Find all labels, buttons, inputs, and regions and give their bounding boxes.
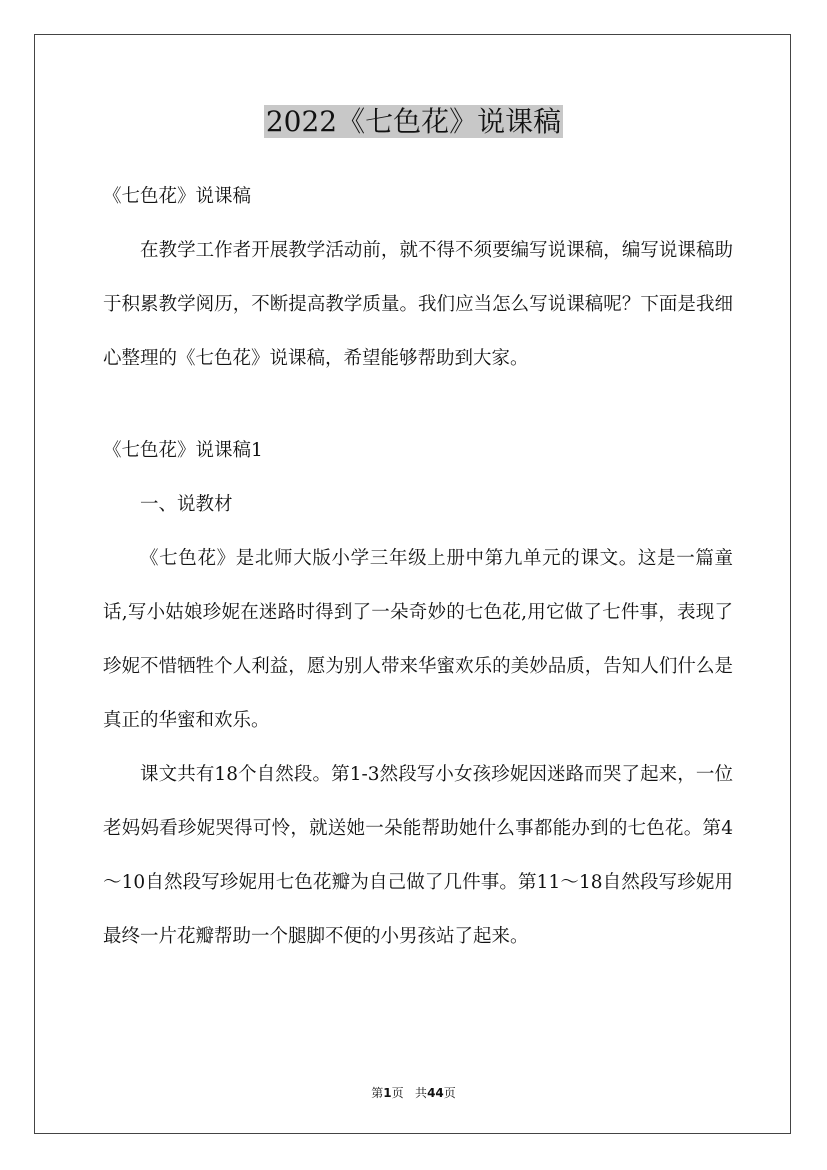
- section-heading: 《七色花》说课稿1: [103, 440, 263, 461]
- page-footer: [0, 1084, 827, 1101]
- section-gap: [103, 386, 733, 424]
- document-body: [103, 170, 733, 964]
- footer-page-suffix: 页: [391, 1086, 404, 1100]
- subtitle-paragraph: 《七色花》说课稿: [103, 186, 252, 207]
- footer-total-prefix: 共: [415, 1086, 428, 1100]
- footer-total-pages: 44: [427, 1086, 444, 1100]
- intro-paragraph: 在教学工作者开展教学活动前，就不得不须要编写说课稿，编写说课稿助于积累教学阅历，不断提高教学质量。我们应当怎么写说课稿呢？下面是我细心整理的《七色花》说课稿，希望能够帮助到大家。: [103, 240, 733, 369]
- footer-page-prefix: 第: [371, 1086, 384, 1100]
- document-title-text: 2022《七色花》说课稿: [265, 105, 562, 138]
- body-paragraph-2: 课文共有18个自然段。第1-3然段写小女孩珍妮因迷路而哭了起来，一位老妈妈看珍妮哭得可怜，就送她一朵能帮助她什么事都能办到的七色花。第4～10自然段写珍妮用七色花瓣为自己做了几件事。第11～18自然段写珍妮用最终一片花瓣帮助一个腿脚不便的小男孩站了起来。: [103, 764, 733, 947]
- body-paragraph-1: 《七色花》是北师大版小学三年级上册中第九单元的课文。这是一篇童话,写小姑娘珍妮在迷路时得到了一朵奇妙的七色花,用它做了七件事，表现了珍妮不惜牺牲个人利益，愿为别人带来华蜜欢乐的美妙品质，告知人们什么是真正的华蜜和欢乐。: [103, 548, 733, 731]
- document-title: [0, 100, 827, 144]
- footer-page-number: 1: [383, 1086, 392, 1100]
- subsection-heading: 一、说教材: [140, 494, 233, 515]
- footer-total-suffix: 页: [443, 1086, 456, 1100]
